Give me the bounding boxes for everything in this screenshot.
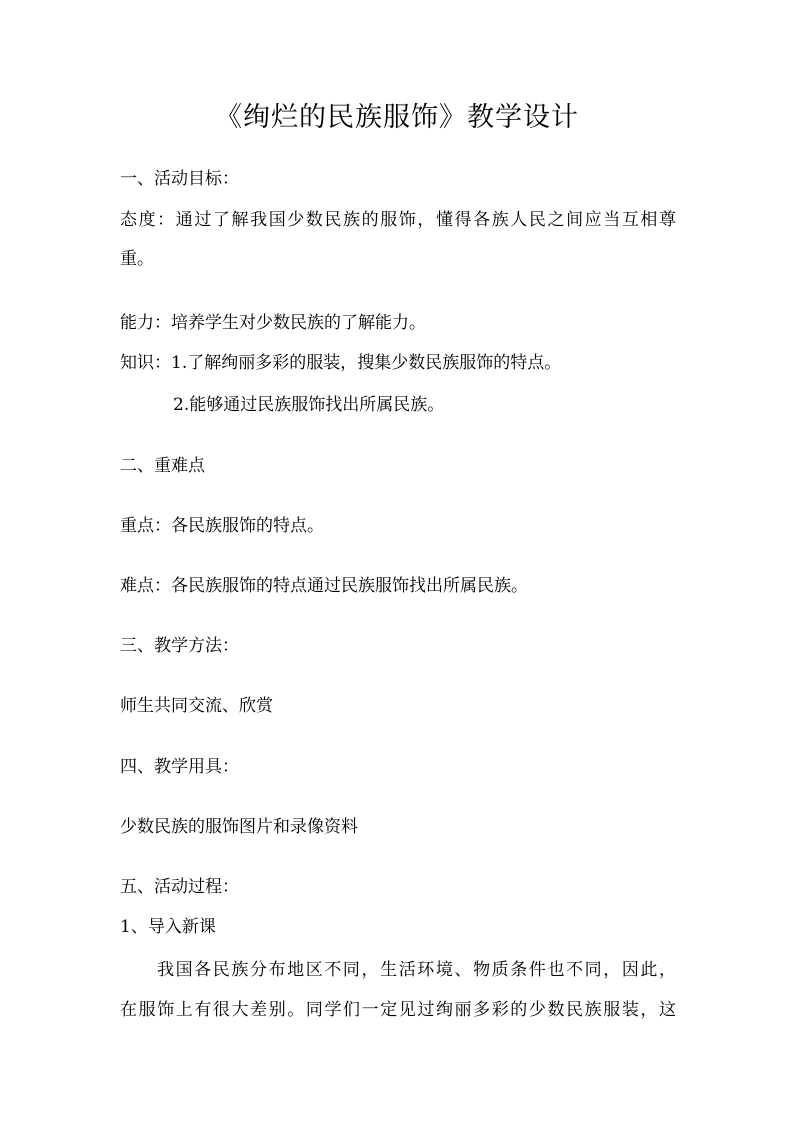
teaching-method: 师生共同交流、欣赏 bbox=[120, 696, 273, 716]
section-heading-goals: 一、活动目标： bbox=[120, 169, 239, 189]
intro-paragraph-line-2: 在服饰上有很大差别。同学们一定见过绚丽多彩的少数民族服装，这 bbox=[120, 1000, 676, 1020]
section-heading-methods: 三、教学方法： bbox=[120, 636, 239, 656]
goal-attitude-line-1: 态度：通过了解我国少数民族的服饰，懂得各族人民之间应当互相尊 bbox=[120, 210, 676, 230]
goal-attitude-line-2: 重。 bbox=[120, 249, 154, 269]
document-title: 《绚烂的民族服饰》教学设计 bbox=[215, 102, 579, 133]
goal-knowledge-line-2: 2.能够通过民族服饰找出所属民族。 bbox=[173, 395, 445, 415]
section-heading-key-points: 二、重难点 bbox=[120, 456, 205, 476]
difficult-point: 难点：各民族服饰的特点通过民族服饰找出所属民族。 bbox=[120, 576, 528, 596]
key-point: 重点：各民族服饰的特点。 bbox=[120, 516, 324, 536]
goal-ability: 能力：培养学生对少数民族的了解能力。 bbox=[120, 313, 426, 333]
intro-paragraph-line-1: 我国各民族分布地区不同，生活环境、物质条件也不同，因此， bbox=[157, 960, 676, 980]
goal-knowledge-line-1: 知识：1.了解绚丽多彩的服装，搜集少数民族服饰的特点。 bbox=[120, 353, 562, 373]
section-heading-process: 五、活动过程： bbox=[120, 877, 239, 897]
section-heading-tools: 四、教学用具： bbox=[120, 757, 239, 777]
process-step-1: 1、导入新课 bbox=[120, 917, 216, 937]
teaching-tools: 少数民族的服饰图片和录像资料 bbox=[120, 817, 358, 837]
